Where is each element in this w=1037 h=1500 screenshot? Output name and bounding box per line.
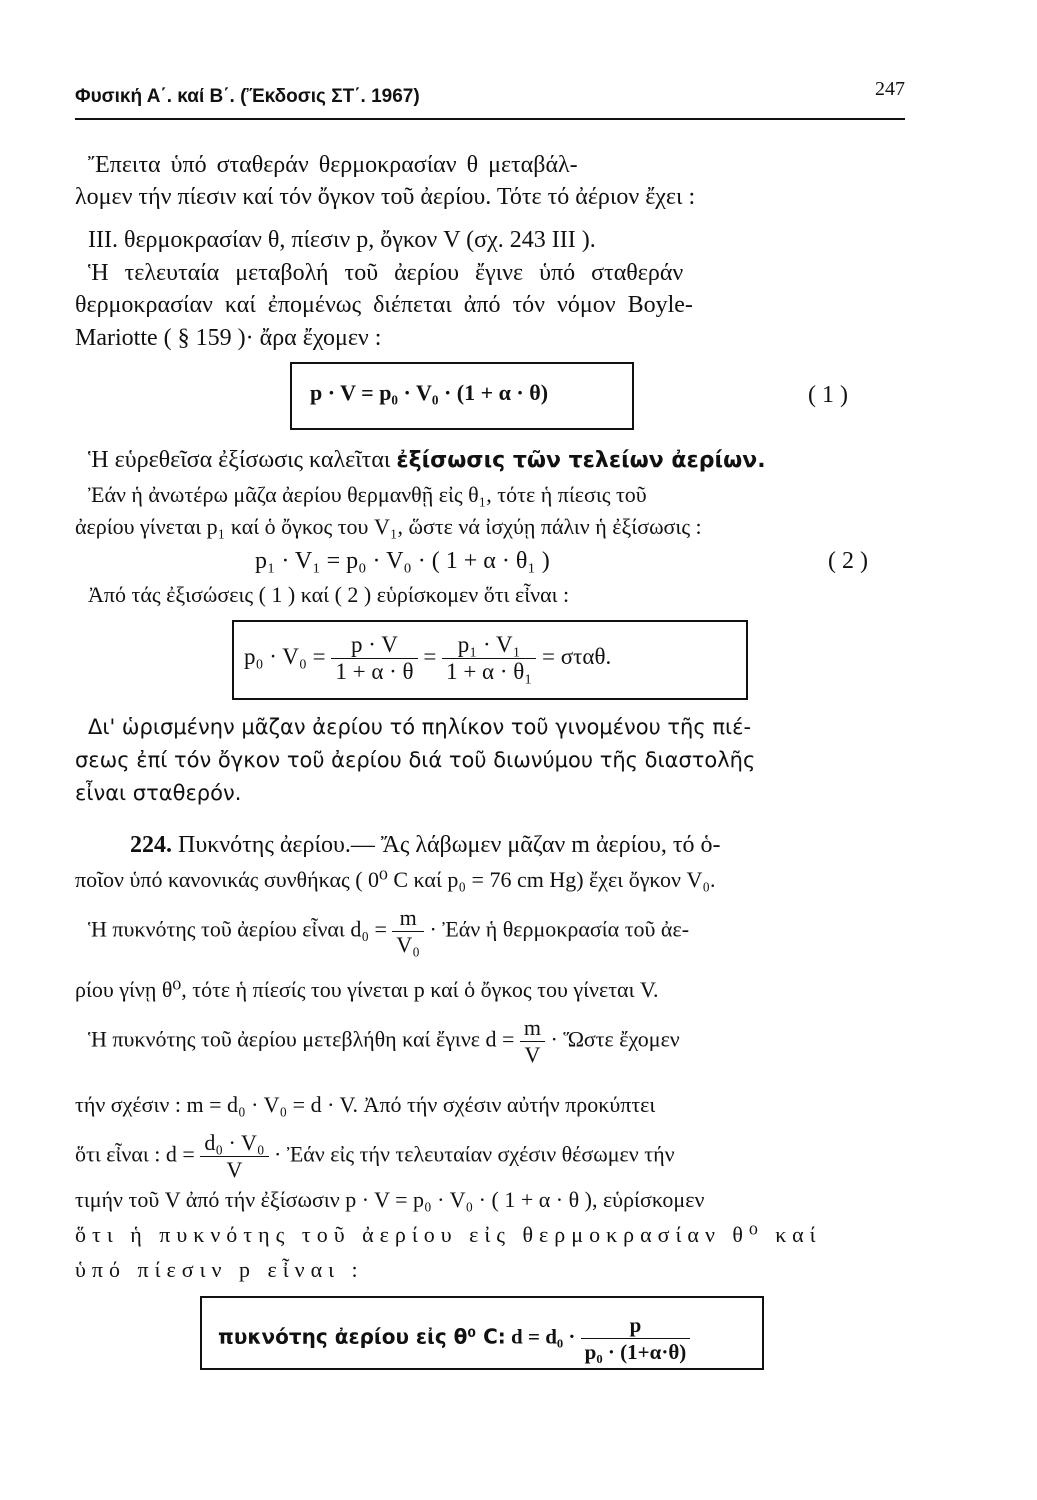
numerator: p₁ · V₁	[442, 632, 536, 659]
text-line: θερμοκρασίαν καί ἐπομένως διέπεται ἀπό τόν νόμον Boyle-	[75, 292, 693, 318]
text-span: · Ἐάν εἰς τήν τελευταίαν σχέσιν θέσωμεν τήν	[274, 1141, 675, 1167]
denominator: 1 + α · θ	[335, 659, 414, 684]
fraction	[331, 632, 417, 685]
eq3-left: p₀ · V₀ =	[244, 643, 326, 669]
result-eq: d = d₀ ·	[511, 1324, 576, 1349]
text-line: ποῖον ὑπό κανονικάς συνθήκας ( 0⁰ C καί p₀ = 76 cm Hg) ἔχει ὄγκον V₀.	[75, 867, 716, 892]
result-box	[200, 1296, 764, 1370]
text-span: Ἡ εὑρεθεῖσα ἐξίσωσις καλεῖται	[88, 447, 391, 473]
result-label: πυκνότης ἀερίου εἰς θ⁰ C:	[218, 1324, 506, 1349]
equation-1: p · V = p₀ · V₀ · (1 + α · θ)	[310, 380, 549, 405]
text-span: · Ἐάν ἡ θερμοκρασία τοῦ ἀε-	[429, 916, 690, 942]
defined-term: ἐξίσωσις τῶν τελείων ἀερίων.	[396, 448, 766, 473]
section-title: Πυκνότης ἀερίου.—	[178, 832, 375, 858]
equation-number: ( 1 )	[808, 382, 848, 408]
text-span: · Ὥστε ἔχομεν	[550, 1026, 680, 1052]
equation-2: p₁ · V₁ = p₀ · V₀ · ( 1 + α · θ₁ )	[255, 548, 550, 574]
text-line: Ἀπό τάς ἐξισώσεις ( 1 ) καί ( 2 ) εὑρίσκομεν ὅτι εἶναι :	[88, 582, 570, 607]
text-line	[75, 1130, 675, 1183]
equation-box-1	[290, 362, 634, 430]
numerator: p · V	[331, 632, 417, 659]
text-line: ὅτι ἡ πυκνότης τοῦ ἀερίου εἰς θερμοκρασίαν θ⁰ καί	[75, 1222, 822, 1247]
eq3-right: = σταθ.	[542, 643, 612, 669]
text-line: Mariotte ( § 159 )· ἄρα ἔχομεν :	[75, 325, 382, 351]
text-span: Ἡ πυκνότης τοῦ ἀερίου μετεβλήθη καί ἔγινε d =	[88, 1026, 515, 1052]
denominator: p₀ · (1+α·θ)	[584, 1340, 687, 1364]
numerator: p	[581, 1312, 691, 1339]
text-line: λομεν τήν πίεσιν καί τόν ὄγκον τοῦ ἀερίου. Τότε τό ἀέριον ἔχει :	[75, 184, 696, 210]
denominator: 1 + α · θ₁	[446, 659, 533, 684]
page-header	[75, 78, 905, 120]
text-line: ρίου γίνῃ θ⁰, τότε ἡ πίεσίς του γίνεται p καί ὁ ὄγκος του γίνεται V.	[75, 977, 659, 1002]
numerator: m	[520, 1015, 545, 1042]
section-number: 224.	[130, 832, 172, 858]
running-title: Φυσική Α΄. καί Β΄. (Ἔκδοσις ΣΤ΄. 1967)	[75, 86, 420, 107]
equation-number: ( 2 )	[828, 548, 868, 574]
text-line: Δι' ὡρισμένην μᾶζαν ἀερίου τό πηλίκον τοῦ γινομένου τῆς πιέ-	[88, 715, 752, 739]
text-span: Ἄς λάβωμεν μᾶζαν m ἀερίου, τό ὁ-	[380, 832, 721, 858]
text-line	[88, 905, 689, 958]
section-heading	[130, 830, 721, 860]
equation-box-3	[232, 620, 748, 700]
equation-3	[244, 632, 611, 685]
text-line: τιμήν τοῦ V ἀπό τήν ἐξίσωσιν p · V = p₀ · V₀ · ( 1 + α · θ ), εὑρίσκομεν	[75, 1187, 705, 1212]
fraction	[581, 1312, 691, 1365]
denominator: V₀	[396, 932, 420, 957]
numerator: d₀ · V₀	[200, 1130, 268, 1157]
text-span: Ἡ πυκνότης τοῦ ἀερίου εἶναι d₀ =	[88, 916, 387, 942]
fraction	[200, 1130, 268, 1183]
fraction	[442, 632, 536, 685]
text-line: σεως ἐπί τόν ὄγκον τοῦ ἀερίου διά τοῦ διωνύμου τῆς διαστολῆς	[75, 748, 756, 772]
text-span: ὅτι εἶναι : d =	[75, 1141, 195, 1167]
page-number: 247	[875, 78, 905, 100]
text-line: Ἡ τελευταία μεταβολή τοῦ ἀερίου ἔγινε ὑπό σταθεράν	[88, 260, 684, 286]
text-line: Ἐάν ἡ ἀνωτέρω μᾶζα ἀερίου θερμανθῇ εἰς θ₁, τότε ἡ πίεσις τοῦ	[88, 482, 647, 507]
text-line: ἀερίου γίνεται p₁ καί ὁ ὄγκος του V₁, ὥστε νά ἰσχύῃ πάλιν ἡ ἐξίσωσις :	[75, 514, 702, 539]
fraction	[520, 1015, 545, 1068]
text-line: εἶναι σταθερόν.	[75, 781, 242, 805]
denominator: V	[226, 1157, 243, 1182]
text-line: III. θερμοκρασίαν θ, πίεσιν p, ὄγκον V (σχ. 243 III ).	[88, 227, 596, 253]
text-line: τήν σχέσιν : m = d₀ · V₀ = d · V. Ἀπό τήν σχέσιν αὐτήν προκύπτει	[75, 1092, 656, 1117]
text-line	[88, 1015, 680, 1068]
equals: =	[423, 643, 437, 669]
text-line: Ἔπειτα ὑπό σταθεράν θερμοκρασίαν θ μεταβάλ-	[88, 152, 578, 178]
text-line: ὑπό πίεσιν p εἶναι :	[75, 1257, 364, 1282]
fraction	[392, 905, 424, 958]
result-formula	[218, 1312, 690, 1365]
denominator: V	[524, 1042, 541, 1067]
numerator: m	[392, 905, 424, 932]
text-line	[88, 445, 766, 476]
